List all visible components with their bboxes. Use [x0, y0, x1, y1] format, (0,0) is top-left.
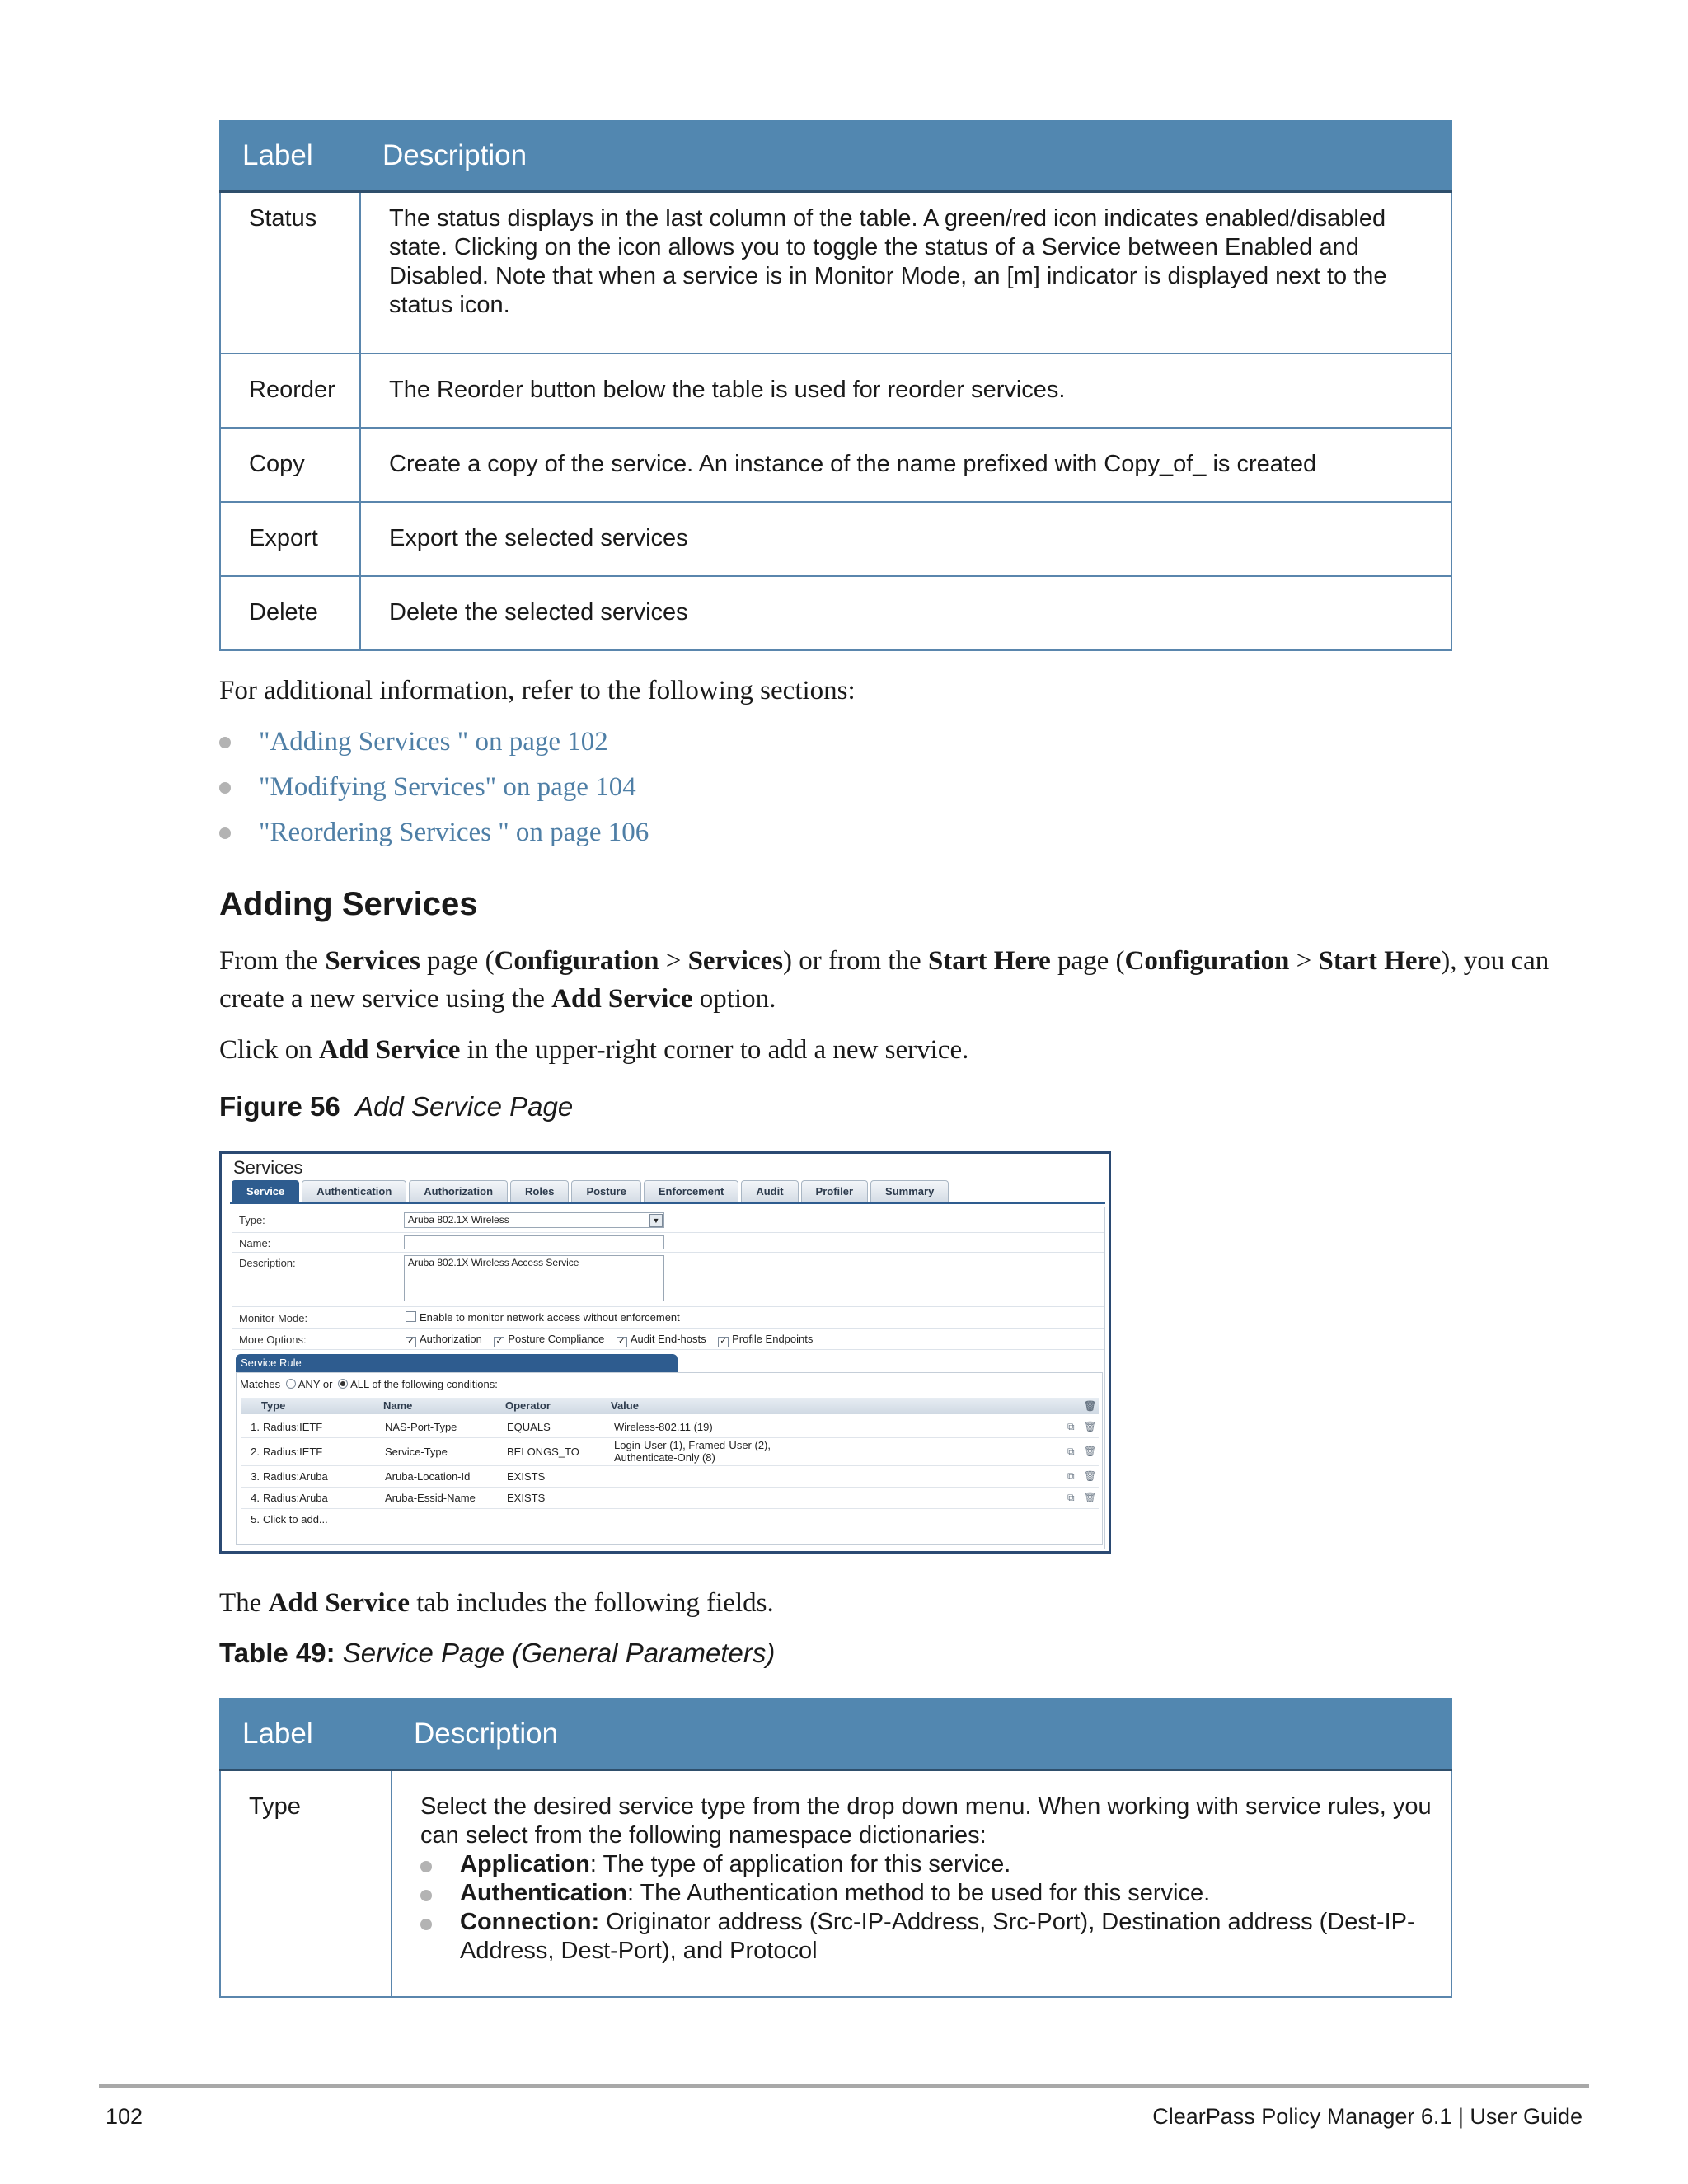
rule-row[interactable]	[241, 1416, 1099, 1438]
service-tabs	[232, 1180, 951, 1202]
monitor-mode-text: Enable to monitor network access without enforcement	[420, 1311, 680, 1324]
rule-operator: EXISTS	[507, 1492, 546, 1504]
row-description: Export the selected services	[360, 502, 1451, 576]
bold-text: Add Service	[268, 1588, 410, 1618]
match-all-radio[interactable]	[338, 1379, 348, 1389]
posture-compliance-checkbox[interactable]: ✓	[494, 1337, 504, 1347]
namespace-list	[420, 1850, 1437, 1966]
text: page (	[420, 946, 495, 976]
bullet-icon	[219, 737, 231, 748]
table-row	[220, 192, 1451, 354]
table-row	[220, 354, 1451, 428]
monitor-mode-row	[232, 1306, 1104, 1329]
copy-icon[interactable]: ⧉	[1067, 1492, 1075, 1503]
row-label: Reorder	[220, 354, 360, 428]
rule-value: Wireless-802.11 (19)	[614, 1421, 713, 1433]
trash-icon[interactable]: 🗑	[1084, 1470, 1097, 1482]
bold-text: Add Service	[319, 1035, 461, 1065]
type-select-value: Aruba 802.1X Wireless	[408, 1214, 509, 1226]
text: >	[659, 946, 688, 976]
rules-grid-header	[241, 1398, 1099, 1414]
after-figure-text	[219, 1584, 774, 1622]
rule-operator: BELONGS_TO	[507, 1446, 579, 1458]
bullet-icon	[420, 1919, 432, 1930]
rule-name: Aruba-Essid-Name	[385, 1492, 476, 1504]
rule-value: Login-User (1), Framed-User (2),	[614, 1439, 771, 1451]
match-any-text: ANY or	[298, 1378, 333, 1390]
rule-row[interactable]	[241, 1465, 1099, 1488]
service-form	[232, 1207, 1105, 1549]
text: option.	[692, 984, 776, 1014]
grid-header-operator: Operator	[505, 1399, 551, 1412]
text: in the upper-right corner to add a new service.	[460, 1035, 969, 1065]
tab-underline	[230, 1202, 1105, 1204]
rule-row-add[interactable]	[241, 1508, 1099, 1530]
tab-enforcement[interactable]: Enforcement	[644, 1180, 738, 1202]
add-service-screenshot	[219, 1151, 1111, 1554]
name-input[interactable]	[404, 1235, 664, 1249]
bullet-text: : The Authentication method to be used for this service.	[627, 1880, 1211, 1907]
trash-icon[interactable]: 🗑	[1084, 1421, 1097, 1432]
table-header-label: Label	[220, 120, 360, 192]
row-description	[392, 1770, 1451, 1997]
text: ), you can create a new service using the	[219, 946, 1550, 1014]
copy-icon[interactable]: ⧉	[1067, 1470, 1075, 1482]
section-heading: Adding Services	[219, 886, 478, 922]
bold-text: Start Here	[927, 946, 1051, 976]
rule-row[interactable]	[241, 1437, 1099, 1466]
list-item	[420, 1879, 1437, 1908]
tab-audit[interactable]: Audit	[741, 1180, 798, 1202]
table-row	[220, 428, 1451, 502]
tab-authorization[interactable]: Authorization	[409, 1180, 508, 1202]
grid-header-name: Name	[383, 1399, 413, 1412]
table-row	[220, 576, 1451, 650]
tab-profiler[interactable]: Profiler	[801, 1180, 869, 1202]
bold-text: Add Service	[551, 984, 693, 1014]
screenshot-title: Services	[233, 1157, 303, 1178]
table-header-label: Label	[220, 1699, 392, 1770]
grid-header-value: Value	[611, 1399, 639, 1412]
type-intro-text: Select the desired service type from the drop down menu. When working with service rules, you can select from the following namespace dictionaries:	[420, 1793, 1432, 1849]
delete-all-icon[interactable]: 🗑	[1084, 1400, 1097, 1412]
more-options-row	[232, 1328, 1104, 1350]
type-label: Type:	[239, 1214, 265, 1226]
description-label: Description:	[239, 1257, 296, 1269]
profile-endpoints-checkbox[interactable]: ✓	[718, 1337, 729, 1347]
bullet-icon	[219, 827, 231, 839]
rule-name: NAS-Port-Type	[385, 1421, 457, 1433]
matches-label: Matches	[240, 1378, 281, 1390]
list-item	[420, 1850, 1437, 1879]
text: ) or from the	[783, 946, 928, 976]
rule-num: 3.	[251, 1470, 260, 1483]
copy-icon[interactable]: ⧉	[1067, 1446, 1075, 1457]
rule-type: Radius:IETF	[263, 1421, 323, 1433]
service-rule-panel	[236, 1372, 1103, 1545]
section-paragraph-2	[219, 1031, 968, 1069]
row-description: Create a copy of the service. An instance of the name prefixed with Copy_of_ is created	[360, 428, 1451, 502]
section-paragraph-1	[219, 942, 1554, 1018]
option-text: Audit End-hosts	[630, 1333, 706, 1345]
footer-divider	[99, 2084, 1589, 2088]
text: tab includes the following fields.	[409, 1588, 774, 1618]
audit-end-hosts-checkbox[interactable]: ✓	[617, 1337, 627, 1347]
bullet-icon	[219, 782, 231, 794]
table-row	[220, 502, 1451, 576]
rule-operator: EXISTS	[507, 1470, 546, 1483]
bold-text: Services	[325, 946, 420, 976]
monitor-mode-checkbox[interactable]	[406, 1311, 416, 1322]
more-options	[406, 1333, 813, 1347]
table-caption	[219, 1638, 775, 1669]
link-reordering-services[interactable]: "Reordering Services " on page 106	[259, 818, 649, 847]
bold-text: Start Here	[1318, 946, 1442, 976]
tab-service[interactable]: Service	[232, 1180, 299, 1202]
row-label: Type	[220, 1770, 392, 1997]
rule-type: Radius:Aruba	[263, 1470, 328, 1483]
rule-name: Aruba-Location-Id	[385, 1470, 471, 1483]
bold-text: Configuration	[1124, 946, 1290, 976]
rule-name: Service-Type	[385, 1446, 448, 1458]
bold-text: Configuration	[494, 946, 659, 976]
bullet-icon	[420, 1861, 432, 1872]
trash-icon[interactable]: 🗑	[1084, 1492, 1097, 1503]
row-label: Export	[220, 502, 360, 576]
bullet-text: : The type of application for this service.	[589, 1851, 1011, 1878]
rule-value-line2: Authenticate-Only (8)	[614, 1451, 715, 1464]
rule-row[interactable]	[241, 1487, 1099, 1509]
list-item	[420, 1908, 1437, 1966]
row-label: Status	[220, 192, 360, 354]
grid-header-type: Type	[261, 1399, 286, 1412]
matches-selector	[240, 1378, 498, 1390]
table-header-description: Description	[360, 120, 1451, 192]
text: The	[219, 1588, 269, 1618]
tab-authentication[interactable]: Authentication	[302, 1180, 406, 1202]
link-adding-services[interactable]: "Adding Services " on page 102	[259, 727, 608, 757]
additional-info-text: For additional information, refer to the following sections:	[219, 676, 856, 705]
description-textarea[interactable]: Aruba 802.1X Wireless Access Service	[404, 1255, 664, 1301]
type-select[interactable]	[404, 1212, 664, 1228]
more-options-label: More Options:	[239, 1333, 307, 1346]
text: page (	[1050, 946, 1125, 976]
row-description: The status displays in the last column of the table. A green/red icon indicates enabled/disabled state. Clicking on the icon allows you to toggle the status of a Service between Enabled and Disabled. Note that when a service is in Monitor Mode, an [m] indicator is displayed next to the status icon.	[360, 192, 1451, 354]
figure-title: Add Service Page	[355, 1091, 574, 1122]
monitor-mode-option	[406, 1311, 680, 1324]
labels-table	[219, 120, 1452, 651]
option-text: Profile Endpoints	[732, 1333, 814, 1345]
name-label: Name:	[239, 1237, 271, 1249]
type-row	[232, 1207, 1104, 1233]
option-text: Posture Compliance	[508, 1333, 605, 1345]
tab-posture[interactable]: Posture	[571, 1180, 640, 1202]
service-rule-header: Service Rule	[236, 1354, 678, 1372]
tab-roles[interactable]: Roles	[510, 1180, 569, 1202]
bullet-icon	[420, 1890, 432, 1901]
rule-num: 5.	[251, 1513, 260, 1526]
bullet-text: Originator address (Src-IP-Address, Src-Port), Destination address (Dest-IP-Address, Dest-Port), and Protocol	[460, 1909, 1415, 1965]
page-number: 102	[106, 2104, 143, 2129]
bullet-term: Connection:	[460, 1909, 600, 1936]
rule-num: 4.	[251, 1492, 260, 1504]
bullet-term: Authentication	[460, 1880, 627, 1907]
name-row	[232, 1232, 1104, 1253]
row-label: Copy	[220, 428, 360, 502]
rule-type: Radius:IETF	[263, 1446, 323, 1458]
monitor-mode-label: Monitor Mode:	[239, 1312, 308, 1324]
table-header-description: Description	[392, 1699, 1451, 1770]
bold-text: Services	[687, 946, 784, 976]
text: From the	[219, 946, 326, 976]
tab-summary[interactable]: Summary	[870, 1180, 949, 1202]
table-row	[220, 1770, 1451, 1997]
service-params-table	[219, 1698, 1452, 1998]
rule-num: 1.	[251, 1421, 260, 1433]
match-any-radio[interactable]	[286, 1379, 296, 1389]
footer-title: ClearPass Policy Manager 6.1 | User Guide	[1152, 2104, 1582, 2129]
table-caption-title: Service Page (General Parameters)	[342, 1638, 776, 1668]
copy-icon[interactable]: ⧉	[1067, 1421, 1075, 1432]
description-row	[232, 1252, 1104, 1307]
rule-operator: EQUALS	[507, 1421, 551, 1433]
table-caption-label: Table 49:	[219, 1638, 335, 1668]
match-all-text: ALL of the following conditions:	[350, 1378, 498, 1390]
figure-label: Figure 56	[219, 1091, 340, 1122]
row-description: The Reorder button below the table is used for reorder services.	[360, 354, 1451, 428]
authorization-checkbox[interactable]: ✓	[406, 1337, 416, 1347]
rule-num: 2.	[251, 1446, 260, 1458]
figure-caption	[219, 1091, 573, 1122]
row-label: Delete	[220, 576, 360, 650]
trash-icon[interactable]: 🗑	[1084, 1446, 1097, 1457]
rule-type: Radius:Aruba	[263, 1492, 328, 1504]
dropdown-arrow-icon[interactable]: ▼	[649, 1214, 663, 1227]
text: Click on	[219, 1035, 319, 1065]
option-text: Authorization	[420, 1333, 482, 1345]
row-description: Delete the selected services	[360, 576, 1451, 650]
link-modifying-services[interactable]: "Modifying Services" on page 104	[259, 772, 636, 802]
text: >	[1289, 946, 1319, 976]
bullet-term: Application	[460, 1851, 590, 1878]
click-to-add-link[interactable]: Click to add...	[263, 1513, 328, 1526]
